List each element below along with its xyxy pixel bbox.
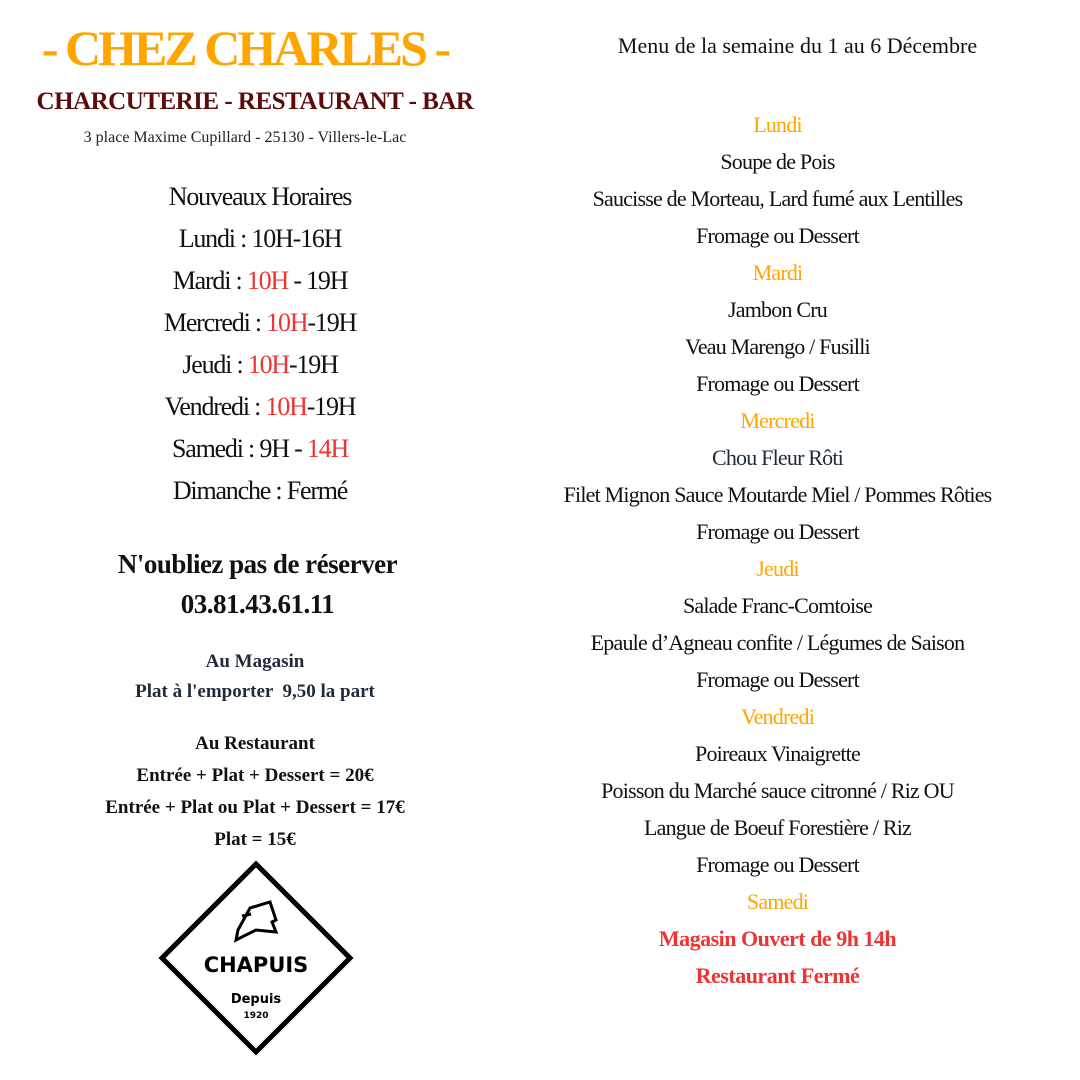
hours-row-vendredi — [0, 386, 520, 428]
hours-row-jeudi — [0, 344, 520, 386]
logo-name: CHAPUIS — [203, 953, 309, 977]
day-label: Jeudi : — [182, 350, 248, 379]
chapuis-logo — [158, 860, 354, 1056]
menu-item: Chou Fleur Rôti — [711, 445, 843, 470]
hours-row-samedi — [0, 428, 520, 470]
right-column — [520, 0, 1040, 1080]
menu-day-mercredi: Mercredi — [740, 408, 815, 433]
close-time: 14H — [306, 434, 349, 463]
time-sep: - — [292, 224, 301, 253]
hours-row-mercredi — [0, 302, 520, 344]
menu-item: Veau Marengo / Fusilli — [685, 334, 870, 359]
open-time: 10H — [251, 224, 293, 253]
time-sep: - — [307, 308, 315, 337]
menu-item: Poireaux Vinaigrette — [695, 741, 860, 766]
opening-hours — [0, 176, 520, 512]
menu-day-vendredi: Vendredi — [740, 704, 815, 729]
closed-label: Fermé — [286, 476, 348, 505]
menu-day-lundi: Lundi — [753, 112, 802, 137]
restaurant-name: - CHEZ CHARLES - — [41, 20, 449, 76]
open-time: 10H — [246, 266, 289, 295]
menu-day-samedi: Samedi — [746, 889, 809, 914]
saturday-notice: Restaurant Fermé — [695, 963, 860, 988]
reservation-block — [0, 544, 515, 624]
restaurant-address: 3 place Maxime Cupillard - 25130 - Villers-le-Lac — [83, 129, 407, 146]
day-label: Dimanche : — [172, 476, 287, 505]
restaurant-title: Au Restaurant — [195, 733, 315, 754]
hours-row-mardi — [0, 260, 520, 302]
time-sep: - — [288, 434, 307, 463]
menu-item: Fromage ou Dessert — [696, 667, 859, 692]
close-time: 19H — [314, 308, 357, 337]
menu-item: Fromage ou Dessert — [696, 223, 859, 248]
day-label: Mercredi : — [163, 308, 267, 337]
close-time: 19H — [296, 350, 338, 379]
saturday-notice: Magasin Ouvert de 9h 14h — [658, 926, 897, 951]
menu-item: Langue de Boeuf Forestière / Riz — [643, 815, 912, 840]
day-label: Mardi : — [172, 266, 247, 295]
time-sep: - — [288, 266, 307, 295]
shop-offer: Plat à l'emporter 9,50 la part — [135, 681, 375, 702]
price-line: Entrée + Plat ou Plat + Dessert = 17€ — [105, 797, 405, 818]
logo-since: Depuis — [230, 992, 282, 1007]
menu-item: Poisson du Marché sauce citronné / Riz OU — [601, 778, 954, 803]
shop-title: Au Magasin — [205, 651, 305, 672]
menu-item: Saucisse de Morteau, Lard fumé aux Lentilles — [592, 186, 963, 211]
menu-item: Jambon Cru — [728, 297, 827, 322]
restaurant-prices — [0, 728, 510, 856]
logo-year: 1920 — [243, 1011, 269, 1021]
menu-item: Fromage ou Dessert — [696, 519, 859, 544]
left-column — [0, 0, 520, 1080]
open-time: 10H — [266, 308, 308, 337]
hours-title: Nouveaux Horaires — [168, 182, 352, 211]
price-line: Entrée + Plat + Dessert = 20€ — [136, 765, 374, 786]
menu-item: Soupe de Pois — [720, 149, 835, 174]
hours-row-dimanche — [0, 470, 520, 512]
reservation-text: N'oubliez pas de réserver — [117, 549, 398, 579]
day-label: Lundi : — [178, 224, 252, 253]
open-time: 9H — [259, 434, 289, 463]
open-time: 10H — [247, 350, 290, 379]
phone-number[interactable]: 03.81.43.61.11 — [180, 589, 335, 619]
shop-block — [0, 647, 510, 707]
week-menu-title: Menu de la semaine du 1 au 6 Décembre — [617, 33, 978, 58]
hours-row-lundi — [0, 218, 520, 260]
menu-day-mardi: Mardi — [752, 260, 803, 285]
menu-item: Epaule d’Agneau confite / Légumes de Saison — [590, 630, 965, 655]
menu-item: Salade Franc-Comtoise — [682, 593, 873, 618]
menu-item: Filet Mignon Sauce Moutarde Miel / Pommes Rôties — [563, 482, 992, 507]
weekly-menu — [520, 106, 1035, 994]
open-time: 10H — [265, 392, 307, 421]
price-line: Plat = 15€ — [214, 829, 296, 850]
menu-item: Fromage ou Dessert — [696, 852, 859, 877]
close-time: 19H — [314, 392, 356, 421]
close-time: 16H — [300, 224, 342, 253]
close-time: 19H — [306, 266, 348, 295]
menu-item: Fromage ou Dessert — [696, 371, 859, 396]
time-sep: - — [289, 350, 297, 379]
restaurant-tagline: CHARCUTERIE - RESTAURANT - BAR — [36, 88, 474, 115]
time-sep: - — [306, 392, 315, 421]
menu-day-jeudi: Jeudi — [756, 556, 799, 581]
day-label: Vendredi : — [164, 392, 266, 421]
day-label: Samedi : — [171, 434, 260, 463]
